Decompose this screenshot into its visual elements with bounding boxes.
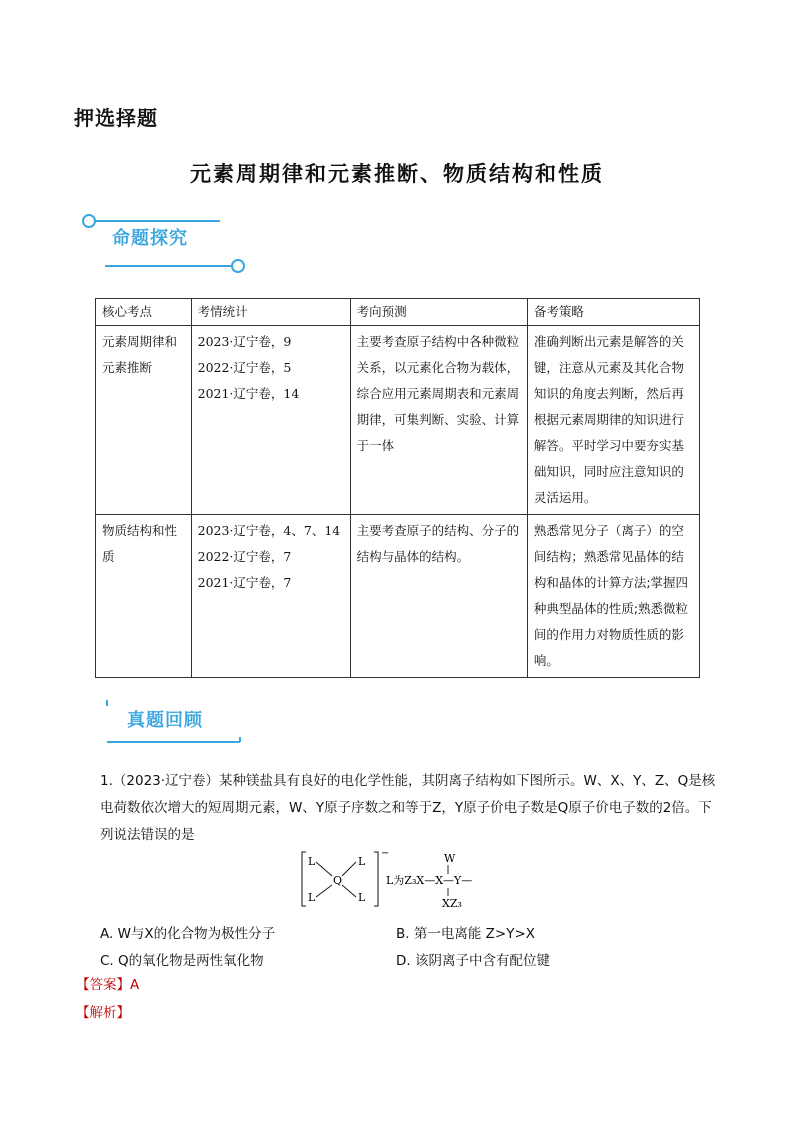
banner-review (95, 692, 270, 767)
stat-line: 2021·辽宁卷，7 (197, 575, 292, 590)
stat-line: 2023·辽宁卷，4、7、14 (197, 523, 341, 538)
table-row (96, 515, 700, 678)
option-c[interactable]: C. Q的氧化物是两性氧化物 (100, 953, 264, 969)
option-b[interactable]: B. 第一电离能 Z>Y>X (396, 926, 536, 942)
table-cell-strategy: 熟悉常见分子（离子）的空间结构；熟悉常见晶体的结构和晶体的计算方法;掌握四种典型晶体的性质;熟悉微粒间的作用力对物质性质的影响。 (527, 515, 699, 678)
section-title: 押选择题 (74, 106, 158, 130)
ligand-definition: L为Z₃X—X—Y— (386, 874, 473, 887)
answer-tag: 【答案】 (76, 977, 130, 993)
table-header: 核心考点 (96, 299, 192, 326)
banner-proposition (80, 206, 255, 281)
ligand-L: L (358, 855, 366, 868)
table-cell-topic: 物质结构和性质 (96, 515, 192, 678)
anion-charge: − (381, 848, 390, 859)
answer-value: A (130, 977, 140, 993)
table-header: 备考策略 (527, 299, 699, 326)
question-number: 1. (100, 773, 113, 789)
question-text: 某种镁盐具有良好的电化学性能，其阴离子结构如下图所示。W、X、Y、Z、Q是核电荷数依次增大的短周期元素，W、Y原子序数之和等于Z，Y原子价电子数是Q原子价电子数的2倍。下列说法错误的是 (100, 773, 716, 843)
option-a[interactable]: A. W与X的化合物为极性分子 (100, 926, 276, 942)
table-cell-topic: 元素周期律和元素推断 (96, 326, 192, 515)
page-title: 元素周期律和元素推断、物质结构和性质 (190, 161, 604, 186)
stat-line: 2023·辽宁卷，9 (197, 334, 292, 349)
ligand-L: L (308, 891, 316, 904)
stat-line: 2021·辽宁卷，14 (197, 386, 300, 401)
analysis-tag: 【解析】 (76, 1005, 130, 1021)
table-header: 考情统计 (191, 299, 350, 326)
table-header: 考向预测 (350, 299, 527, 326)
center-Q: Q (333, 874, 343, 887)
substituent-W: W (444, 852, 456, 865)
banner-label: 命题探究 (112, 228, 188, 249)
exam-table (95, 298, 700, 678)
substituent-XZ3: XZ₃ (442, 897, 462, 910)
table-header-row (96, 299, 700, 326)
question-stem (100, 768, 720, 849)
table-row (96, 326, 700, 515)
stat-line: 2022·辽宁卷，7 (197, 549, 292, 564)
table-cell-stats (191, 515, 350, 678)
question-source: （2023·辽宁卷） (112, 773, 220, 789)
table-cell-strategy: 准确判断出元素是解答的关键，注意从元素及其化合物知识的角度去判断，然后再根据元素周期律的知识进行解答。平时学习中要夯实基础知识，同时应注意知识的灵活运用。 (527, 326, 699, 515)
analysis-line (76, 1001, 130, 1021)
stat-line: 2022·辽宁卷，5 (197, 360, 292, 375)
table-cell-prediction: 主要考查原子结构中各种微粒关系，以元素化合物为载体，综合应用元素周期表和元素周期律，可集判断、实验、计算于一体 (350, 326, 527, 515)
ligand-L: L (308, 855, 316, 868)
table-cell-stats (191, 326, 350, 515)
answer-line (76, 973, 139, 993)
table-cell-prediction: 主要考查原子的结构、分子的结构与晶体的结构。 (350, 515, 527, 678)
ligand-L: L (358, 891, 366, 904)
option-d[interactable]: D. 该阴离子中含有配位键 (396, 953, 550, 969)
anion-structure-diagram (300, 848, 520, 910)
banner-label: 真题回顾 (127, 710, 203, 731)
